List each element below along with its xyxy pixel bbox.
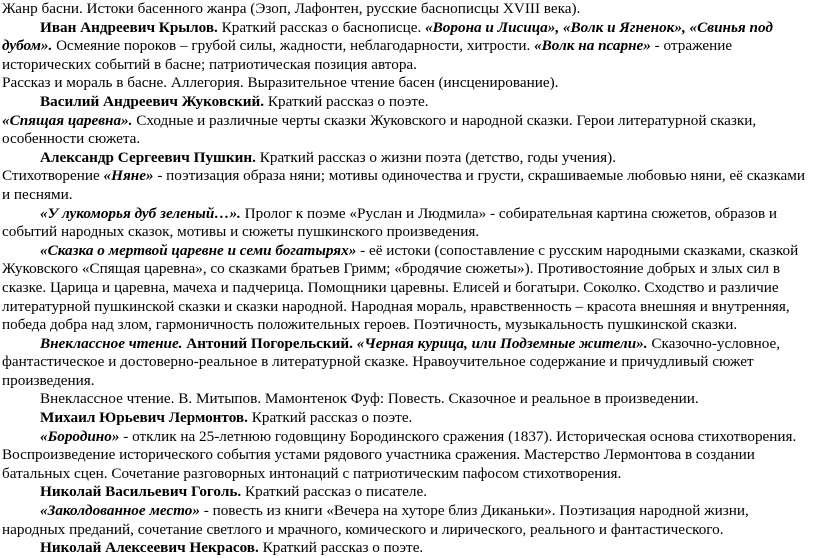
emphasized-text: «Бородино»: [40, 427, 120, 445]
text-run: Стихотворение: [2, 167, 104, 185]
emphasized-text: «Ворона и Лисица», «Волк и Ягненок», «Свинья под дубом».: [2, 18, 773, 55]
paragraph: [2, 242, 812, 335]
emphasized-text: Василий Андреевич Жуковский.: [40, 92, 265, 110]
text-run: Пролог к поэме «Руслан и Людмила» - собирательная картина сюжетов, образов и событий народных сказок, мотивы и сюжеты пушкинского произведения.: [2, 204, 778, 241]
paragraph: [2, 502, 812, 539]
text-run: Краткий рассказ о поэте.: [258, 539, 424, 557]
text-run: Сходные и различные черты сказки Жуковского и народной сказки. Герои литературной сказки, особенности сюжета.: [2, 111, 757, 148]
emphasized-text: «Спящая царевна».: [2, 111, 133, 129]
text-run: Рассказ и мораль в басне. Аллегория. Выразительное чтение басен (инсценирование).: [2, 74, 559, 92]
emphasized-text: Внеклассное чтение.: [40, 334, 183, 352]
paragraph: [2, 539, 812, 558]
text-run: - отражение исторических событий в басне; патриотическая позиция автора.: [2, 37, 733, 73]
emphasized-text: «Черная курица, или Подземные жители».: [356, 334, 648, 352]
text-run: Краткий рассказ о баснописце.: [217, 18, 426, 36]
emphasized-text: «У лукоморья дуб зеленый…».: [40, 204, 241, 222]
text-run: - её истоки (сопоставление с русским народными сказками, сказкой Жуковского «Спящая царевна», со сказками братьев Гримм; «бродячие сюжеты»). Противостояние добрых и злых сил в сказке. Царица и царевна, мачеха и падчерица. Помощники царевны. Елисей и богатыри. Соколко. Сходство и различие литературной пушкинской сказки и сказки народной. Народная мораль, нравственность – красота внешняя и внутренняя, победа добра над злом, гармоничность положительных героев. Поэтичность, музыкальность пушкинской сказки.: [2, 241, 799, 334]
paragraph: [2, 335, 812, 391]
text-run: Краткий рассказ о писателе.: [241, 483, 428, 501]
emphasized-text: «Заколдованное место»: [40, 502, 200, 520]
paragraph: [2, 428, 812, 484]
emphasized-text: Александр Сергеевич Пушкин.: [40, 148, 256, 166]
emphasized-text: «Волк на псарне»: [534, 37, 651, 55]
text-run: Осмеяние пороков – грубой силы, жадности, неблагодарности, хитрости.: [52, 37, 535, 55]
emphasized-text: Николай Алексеевич Некрасов.: [40, 539, 259, 557]
paragraph: [2, 93, 812, 112]
text-run: - поэтизация образа няни; мотивы одиночества и грусти, скрашиваемые любовью няни, её сказками и песнями.: [2, 167, 805, 203]
emphasized-text: Николай Васильевич Гоголь.: [40, 483, 242, 501]
paragraph: [2, 149, 812, 168]
text-run: Внеклассное чтение. В. Митыпов. Мамонтенок Фуф: Повесть. Сказочное и реальное в произведении.: [40, 390, 699, 408]
text-run: Краткий рассказ о поэте.: [247, 409, 413, 427]
emphasized-text: Антоний Погорельский.: [182, 334, 357, 352]
paragraph: [2, 112, 812, 149]
text-run: Сказочно-условное, фантастическое и достоверно-реальное в литературной сказке. Нравоучительное содержание и причудливый сюжет произведения.: [2, 334, 781, 389]
paragraph: [2, 390, 812, 409]
emphasized-text: Иван Андреевич Крылов.: [40, 18, 218, 36]
emphasized-text: «Сказка о мертвой царевне и семи богатырях»: [40, 241, 357, 259]
text-run: Краткий рассказ о жизни поэта (детство, годы учения).: [255, 148, 616, 166]
document-body: [2, 0, 812, 558]
paragraph: [2, 409, 812, 428]
paragraph: [2, 167, 812, 204]
text-run: Краткий рассказ о поэте.: [264, 92, 429, 110]
text-run: - отклик на 25-летнюю годовщину Бородинского сражения (1837). Историческая основа стихотворения. Воспроизведение исторического события устами рядового участника сражения. Мастерство Лермонтова в создании батальных сцен. Сочетание разговорных интонаций с патриотическим пафосом стихотворения.: [2, 427, 797, 482]
paragraph: [2, 19, 812, 75]
paragraph: [2, 205, 812, 242]
paragraph: [2, 483, 812, 502]
emphasized-text: Михаил Юрьевич Лермонтов.: [40, 409, 248, 427]
text-run: - повесть из книги «Вечера на хуторе близ Диканьки». Поэтизация народной жизни, народных преданий, сочетание светлого и мрачного, комического и лирического, реального и фантастического.: [2, 502, 749, 538]
emphasized-text: «Няне»: [103, 167, 154, 185]
paragraph: [2, 0, 812, 19]
text-run: Жанр басни. Истоки басенного жанра (Эзоп, Лафонтен, русские баснописцы XVIII века).: [2, 0, 581, 17]
paragraph: [2, 74, 812, 93]
